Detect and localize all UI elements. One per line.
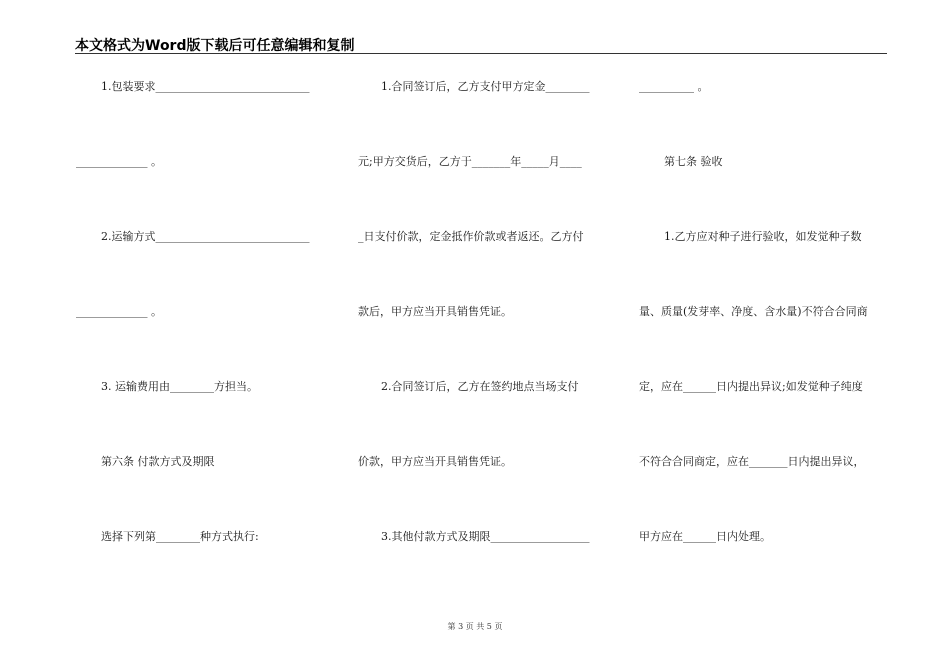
left-line-5: 3. 运输费用由________方担当。 — [101, 380, 258, 393]
right-line-4: 量、质量(发芽率、净度、含水量)不符合合同商 — [639, 305, 868, 318]
middle-line-6: 价款，甲方应当开具销售凭证。 — [358, 455, 512, 468]
page-number: 第 3 页 共 5 页 — [447, 622, 503, 631]
middle-line-2: 元;甲方交货后，乙方于_______年_____月____ — [358, 155, 582, 168]
middle-line-1: 1.合同签订后，乙方支付甲方定金________ — [381, 80, 590, 93]
right-line-7: 甲方应在______日内处理。 — [639, 530, 771, 543]
left-line-7: 选择下列第________种方式执行: — [101, 530, 259, 543]
middle-line-3: _日支付价款，定金抵作价款或者返还。乙方付 — [358, 230, 584, 243]
left-line-4: _____________ 。 — [76, 305, 162, 318]
left-line-1: 1.包装要求____________________________ — [101, 80, 310, 93]
middle-line-4: 款后，甲方应当开具销售凭证。 — [358, 305, 512, 318]
left-line-2: _____________ 。 — [76, 155, 162, 168]
right-line-3: 1.乙方应对种子进行验收，如发觉种子数 — [664, 230, 862, 243]
right-line-2: 第七条 验收 — [664, 155, 723, 168]
page-header-title: 本文格式为Word版下载后可任意编辑和复制 — [75, 38, 355, 54]
middle-line-5: 2.合同签订后，乙方在签约地点当场支付 — [381, 380, 579, 393]
middle-line-7: 3.其他付款方式及期限__________________ — [381, 530, 590, 543]
left-line-3: 2.运输方式____________________________ — [101, 230, 310, 243]
right-line-6: 不符合合同商定，应在_______日内提出异议， — [639, 455, 865, 468]
right-line-5: 定，应在______日内提出异议;如发觉种子纯度 — [639, 380, 863, 393]
right-line-1: __________ 。 — [639, 80, 709, 93]
left-line-6: 第六条 付款方式及期限 — [101, 455, 215, 468]
